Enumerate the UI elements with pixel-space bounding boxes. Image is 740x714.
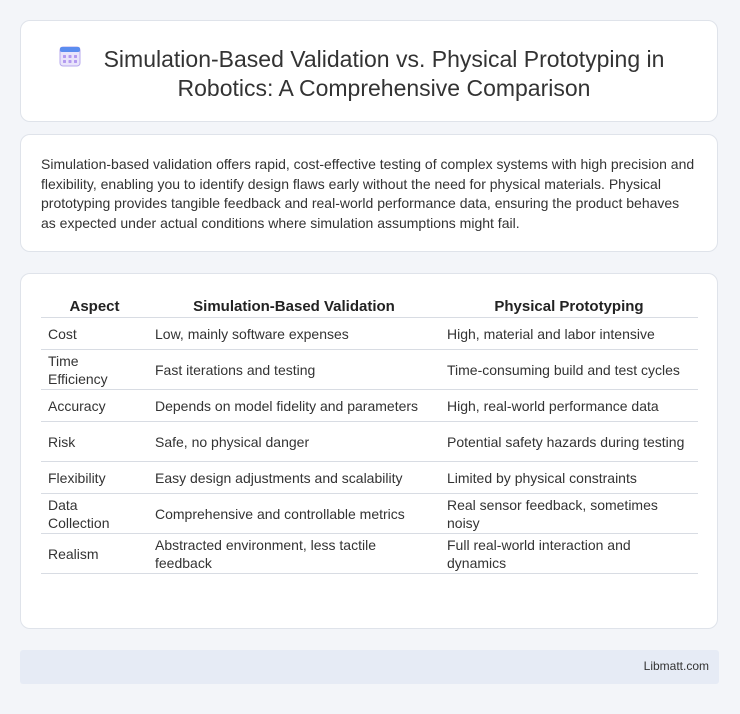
table-row (41, 318, 698, 350)
table-row (41, 422, 698, 462)
table-row (41, 534, 698, 574)
cell-simulation: Safe, no physical danger (148, 422, 440, 462)
cell-aspect: Data Collection (41, 494, 148, 534)
header-simulation: Simulation-Based Validation (148, 294, 440, 318)
cell-aspect: Flexibility (41, 462, 148, 494)
table-header-row (41, 294, 698, 318)
intro-card (20, 134, 718, 252)
cell-physical: Limited by physical constraints (440, 462, 698, 494)
cell-simulation: Abstracted environment, less tactile feedback (148, 534, 440, 574)
cell-physical: High, real-world performance data (440, 390, 698, 422)
table-row (41, 390, 698, 422)
cell-simulation: Comprehensive and controllable metrics (148, 494, 440, 534)
cell-simulation: Fast iterations and testing (148, 350, 440, 390)
cell-simulation: Depends on model fidelity and parameters (148, 390, 440, 422)
cell-physical: Real sensor feedback, sometimes noisy (440, 494, 698, 534)
cell-physical: Full real-world interaction and dynamics (440, 534, 698, 574)
header-physical: Physical Prototyping (440, 294, 698, 318)
cell-physical: Potential safety hazards during testing (440, 422, 698, 462)
cell-aspect: Cost (41, 318, 148, 350)
intro-paragraph: Simulation-based validation offers rapid, cost-effective testing of complex systems with high precision and flexibility, enabling you to identify design flaws early without the need for physical materials. Physical prototyping provides tangible feedback and real-world performance data, ensuring the product behaves as expected under actual conditions where simulation assumptions might fail. (41, 156, 695, 231)
cell-aspect: Risk (41, 422, 148, 462)
page-title-wrap (21, 45, 717, 103)
cell-simulation: Low, mainly software expenses (148, 318, 440, 350)
header-aspect: Aspect (41, 294, 148, 318)
cell-simulation: Easy design adjustments and scalability (148, 462, 440, 494)
cell-aspect: Accuracy (41, 390, 148, 422)
cell-physical: High, material and labor intensive (440, 318, 698, 350)
footer-brand[interactable]: Libmatt.com (643, 659, 709, 673)
cell-aspect: Realism (41, 534, 148, 574)
comparison-card (20, 273, 718, 629)
table-row (41, 350, 698, 390)
table-row (41, 462, 698, 494)
page-title: Simulation-Based Validation vs. Physical Prototyping in Robotics: A Comprehensive Comparison (103, 46, 665, 101)
comparison-table (41, 294, 698, 574)
cell-physical: Time-consuming build and test cycles (440, 350, 698, 390)
footer-bar (20, 650, 719, 684)
table-row (41, 494, 698, 534)
cell-aspect: Time Efficiency (41, 350, 148, 390)
title-card (20, 20, 718, 122)
